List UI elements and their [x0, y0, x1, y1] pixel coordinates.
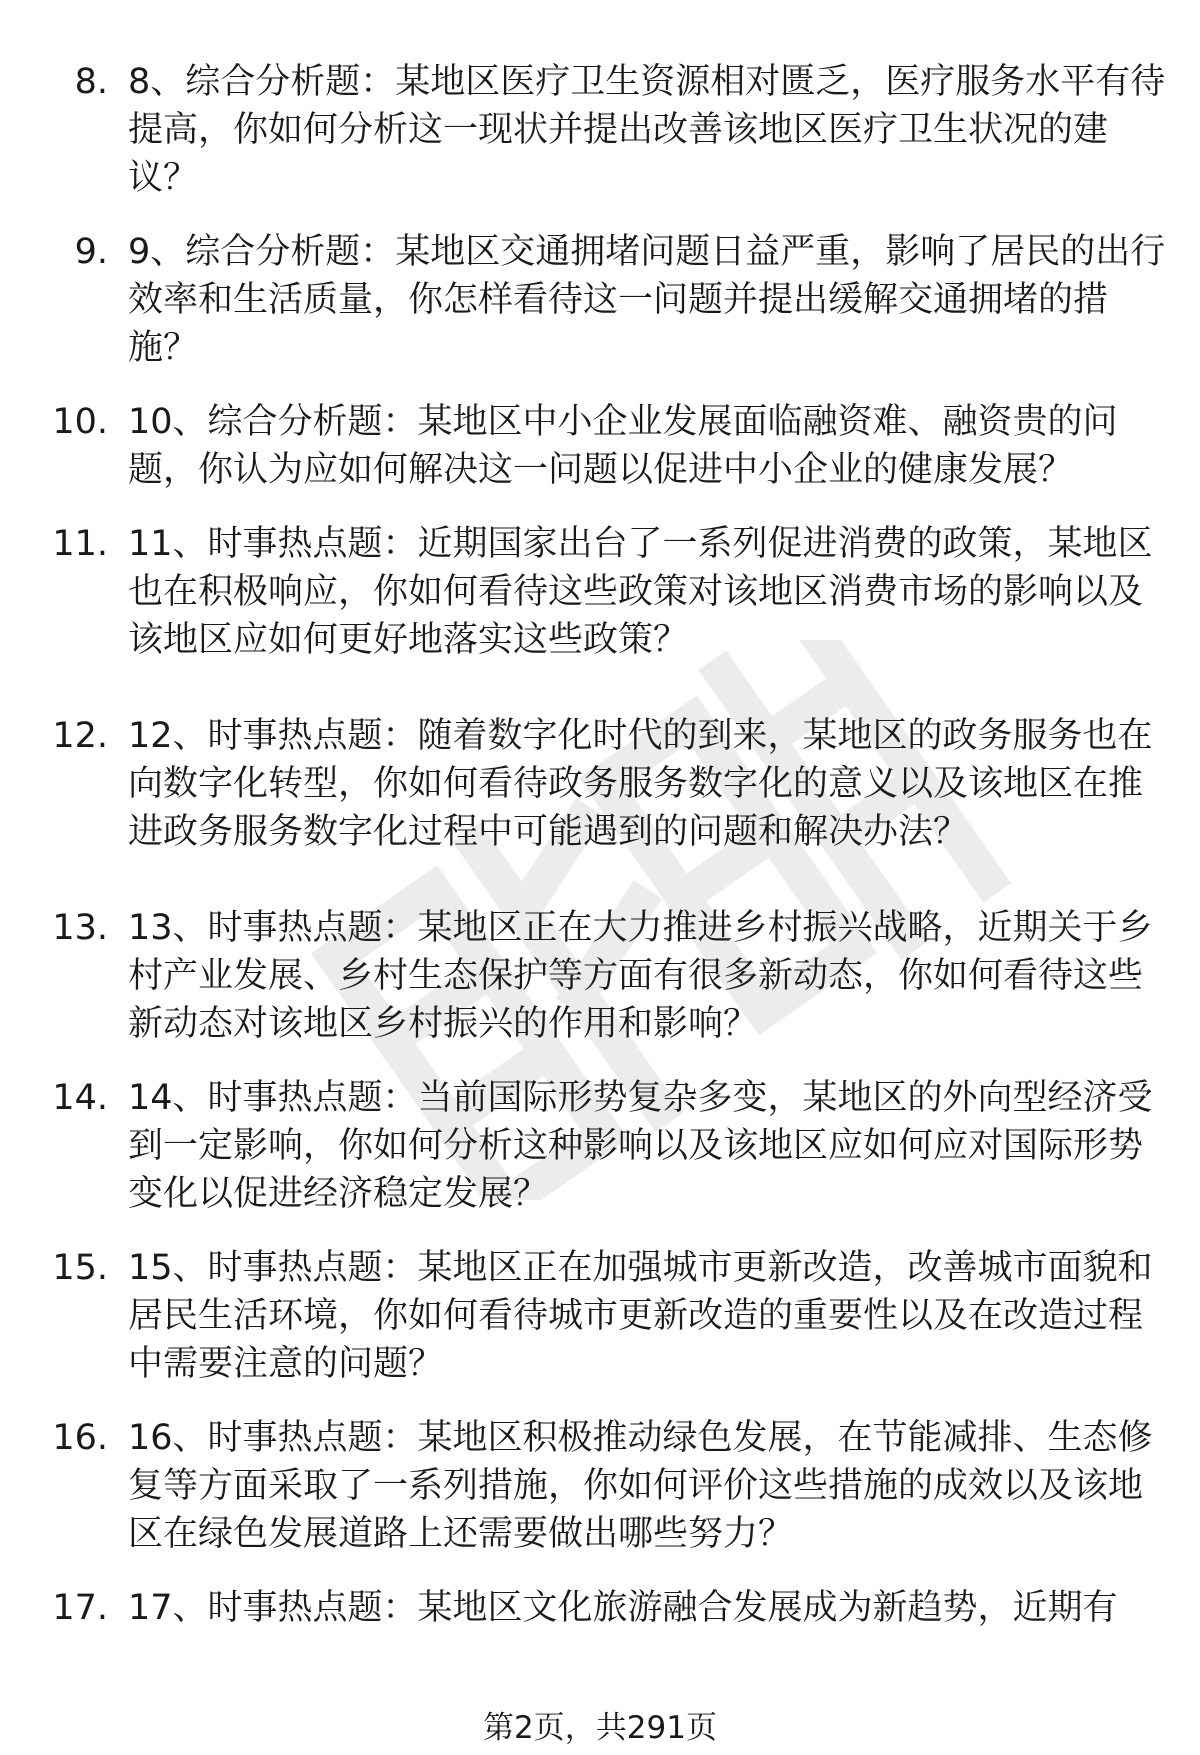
- question-item: [0, 1584, 1200, 1636]
- question-number: 12.: [52, 716, 108, 756]
- question-text: 14、时事热点题：当前国际形势复杂多变，某地区的外向型经济受到一定影响，你如何分析这种影响以及该地区应如何应对国际形势变化以促进经济稳定发展？: [128, 1078, 1153, 1214]
- question-number: 11.: [52, 524, 108, 564]
- question-item: [0, 398, 1200, 520]
- question-item: [0, 904, 1200, 1074]
- question-text: 17、时事热点题：某地区文化旅游融合发展成为新趋势，近期有: [128, 1588, 1118, 1628]
- question-item: [0, 1244, 1200, 1414]
- question-number: 17.: [52, 1588, 108, 1628]
- question-text: 16、时事热点题：某地区积极推动绿色发展，在节能减排、生态修复等方面采取了一系列措施，你如何评价这些措施的成效以及该地区在绿色发展道路上还需要做出哪些努力？: [128, 1418, 1153, 1554]
- question-item: [0, 712, 1200, 904]
- question-item: [0, 1414, 1200, 1584]
- question-text: 11、时事热点题：近期国家出台了一系列促进消费的政策，某地区也在积极响应，你如何看待这些政策对该地区消费市场的影响以及该地区应如何更好地落实这些政策？: [128, 524, 1153, 660]
- question-item: [0, 228, 1200, 398]
- question-number: 13.: [52, 908, 108, 948]
- question-number: 10.: [52, 402, 108, 442]
- page-footer: 第2页，共291页: [483, 1710, 717, 1746]
- question-number: 9.: [74, 232, 108, 272]
- question-number: 15.: [52, 1248, 108, 1288]
- question-list: [0, 58, 1200, 1636]
- question-number: 14.: [52, 1078, 108, 1118]
- question-number: 16.: [52, 1418, 108, 1458]
- question-text: 9、综合分析题：某地区交通拥堵问题日益严重，影响了居民的出行效率和生活质量，你怎样看待这一问题并提出缓解交通拥堵的措施？: [128, 232, 1166, 368]
- question-item: [0, 58, 1200, 207]
- question-text: 15、时事热点题：某地区正在加强城市更新改造，改善城市面貌和居民生活环境，你如何看待城市更新改造的重要性以及在改造过程中需要注意的问题？: [128, 1248, 1153, 1384]
- question-item: [0, 1074, 1200, 1244]
- question-text: 8、综合分析题：某地区医疗卫生资源相对匮乏，医疗服务水平有待提高，你如何分析这一现状并提出改善该地区医疗卫生状况的建议？: [128, 62, 1166, 198]
- question-text: 10、综合分析题：某地区中小企业发展面临融资难、融资贵的问题，你认为应如何解决这一问题以促进中小企业的健康发展？: [128, 402, 1118, 490]
- question-text: 13、时事热点题：某地区正在大力推进乡村振兴战略，近期关于乡村产业发展、乡村生态保护等方面有很多新动态，你如何看待这些新动态对该地区乡村振兴的作用和影响？: [128, 908, 1153, 1044]
- question-item: [0, 520, 1200, 712]
- question-text: 12、时事热点题：随着数字化时代的到来，某地区的政务服务也在向数字化转型，你如何看待政务服务数字化的意义以及该地区在推进政务服务数字化过程中可能遇到的问题和解决办法？: [128, 716, 1153, 852]
- question-number: 8.: [74, 62, 108, 102]
